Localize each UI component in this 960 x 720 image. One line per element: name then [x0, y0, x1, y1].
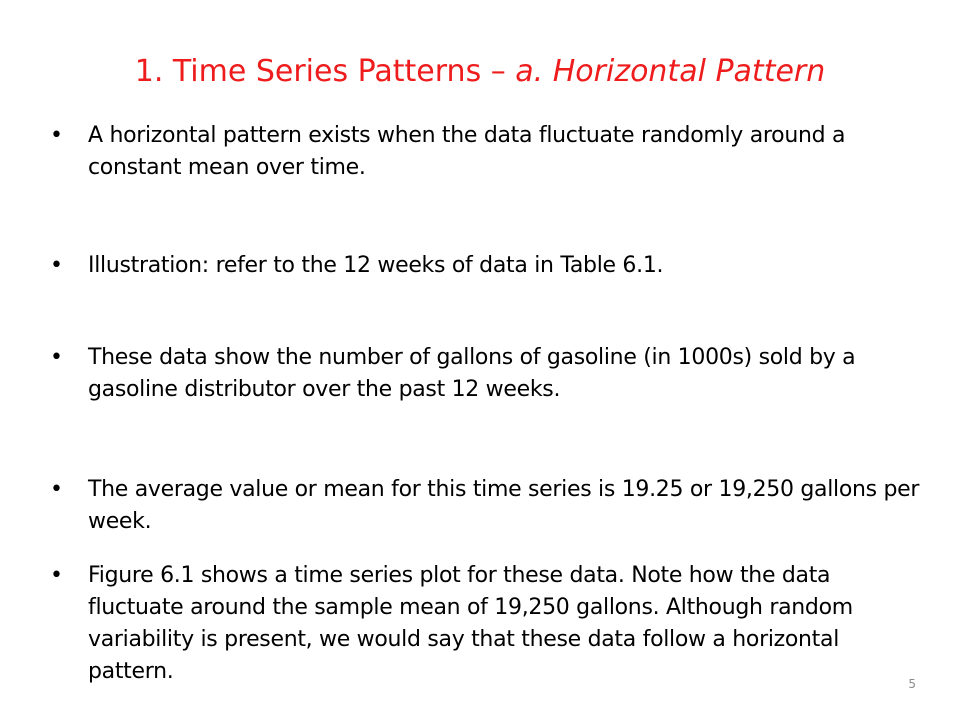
bullet-text: A horizontal pattern exists when the data fluctuate randomly around a constant mean over time. — [88, 123, 846, 180]
bullet-dot-icon: • — [50, 123, 63, 148]
bullet-item — [50, 342, 930, 406]
bullet-text: These data show the number of gallons of gasoline (in 1000s) sold by a gasoline distributor over the past 12 weeks. — [88, 345, 856, 402]
bullet-dot-icon: • — [50, 253, 63, 278]
slide-title-main: 1. Time Series Patterns – — [134, 54, 516, 89]
page-number: 5 — [908, 677, 916, 691]
slide-title — [0, 52, 960, 92]
bullet-item — [50, 250, 930, 282]
bullet-item — [50, 560, 930, 688]
bullet-dot-icon: • — [50, 477, 63, 502]
bullet-item — [50, 120, 930, 184]
bullet-item — [50, 474, 930, 538]
bullet-text: Figure 6.1 shows a time series plot for these data. Note how the data fluctuate around the sample mean of 19,250 gallons. Although random variability is present, we would say that these data follow a horizontal pattern. — [88, 563, 853, 684]
bullet-text: The average value or mean for this time series is 19.25 or 19,250 gallons per week. — [88, 477, 920, 534]
bullet-dot-icon: • — [50, 345, 63, 370]
slide-title-subtitle: a. Horizontal Pattern — [515, 54, 826, 89]
bullet-dot-icon: • — [50, 563, 63, 588]
bullet-text: Illustration: refer to the 12 weeks of data in Table 6.1. — [88, 253, 664, 278]
